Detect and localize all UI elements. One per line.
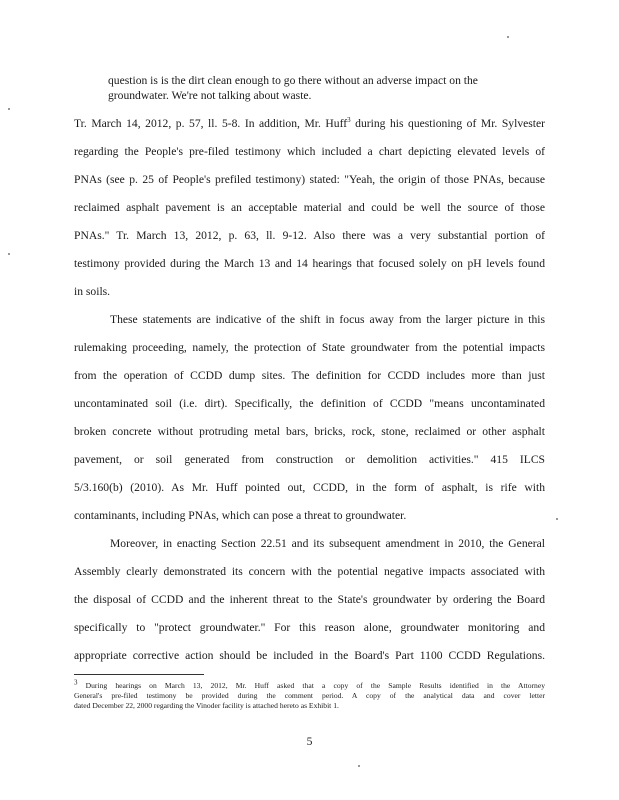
paragraph-2-line-7: 5/3.160(b) (2010). As Mr. Huff pointed out, CCDD, in the form of asphalt, is rife with — [74, 481, 545, 494]
paragraph-3-line-1: Moreover, in enacting Section 22.51 and its subsequent amendment in 2010, the General — [110, 537, 545, 550]
paragraph-3-line-5: appropriate corrective action should be included in the Board's Part 1100 CCDD Regulations. — [74, 649, 545, 662]
paragraph-2-line-5: broken concrete without protruding metal bars, bricks, rock, stone, reclaimed or other asphalt — [74, 425, 545, 438]
footnote-line-1 — [74, 678, 546, 690]
paragraph-2-line-1: These statements are indicative of the shift in focus away from the larger picture in this — [110, 313, 545, 326]
paragraph-3-line-3: the disposal of CCDD and the inherent threat to the State's groundwater by ordering the Board — [74, 593, 545, 606]
paragraph-2-line-2: rulemaking proceeding, namely, the protection of State groundwater from the potential impacts — [74, 341, 545, 354]
paragraph-1-line-2: regarding the People's pre-filed testimony which included a chart depicting elevated levels of — [74, 145, 545, 158]
scan-speck — [358, 765, 360, 767]
footnote-line-3: dated December 22, 2000 regarding the Vinoder facility is attached hereto as Exhibit 1. — [74, 701, 339, 710]
footnote-reference: 3 — [347, 116, 351, 125]
scan-speck — [507, 36, 509, 38]
paragraph-1-line-3: PNAs (see p. 25 of People's prefiled testimony) stated: "Yeah, the origin of those PNAs, because — [74, 173, 545, 186]
paragraph-3-line-4: specifically to "protect groundwater." For this reason alone, groundwater monitoring and — [74, 621, 545, 634]
page-number: 5 — [306, 735, 313, 748]
paragraph-1-line-1 — [74, 117, 545, 131]
quote-line-2: groundwater. We're not talking about waste. — [108, 89, 312, 102]
paragraph-1-line-7: in soils. — [74, 285, 111, 298]
paragraph-1-line-5: PNAs." Tr. March 13, 2012, p. 63, ll. 9-12. Also there was a very substantial portion of — [74, 229, 545, 242]
quote-line-1: question is is the dirt clean enough to go there without an adverse impact on the — [108, 74, 478, 87]
paragraph-3-line-2: Assembly clearly demonstrated its concern with the potential negative impacts associated with — [74, 565, 545, 578]
paragraph-2-line-8: contaminants, including PNAs, which can pose a threat to groundwater. — [74, 509, 407, 522]
paragraph-2-line-6: pavement, or soil generated from construction or demolition activities." 415 ILCS — [74, 453, 545, 466]
scan-speck — [8, 253, 10, 255]
paragraph-1-line-1-tail: during his questioning of Mr. Sylvester — [350, 117, 546, 130]
paragraph-2-line-4: uncontaminated soil (i.e. dirt). Specifically, the definition of CCDD "means uncontaminated — [74, 397, 545, 410]
paragraph-1-line-4: reclaimed asphalt pavement is an acceptable material and could be well the source of those — [74, 201, 545, 214]
footnote-line-2: General's pre-filed testimony be provided during the comment period. A copy of the analytical data and cover letter — [74, 691, 545, 700]
paragraph-2-line-3: from the operation of CCDD dump sites. The definition for CCDD includes more than just — [74, 369, 545, 382]
scan-speck — [8, 108, 10, 110]
footnote-marker: 3 — [74, 678, 78, 687]
paragraph-1-line-6: testimony provided during the March 13 and 14 hearings that focused solely on pH levels found — [74, 257, 545, 270]
paragraph-1-line-1-text: Tr. March 14, 2012, p. 57, ll. 5-8. In addition, Mr. Huff — [74, 117, 348, 130]
footnote-line-1-text: During hearings on March 13, 2012, Mr. Huff asked that a copy of the Sample Results identified in the Attorney — [85, 681, 546, 690]
footnote-divider — [74, 674, 204, 675]
scan-speck — [556, 518, 558, 520]
